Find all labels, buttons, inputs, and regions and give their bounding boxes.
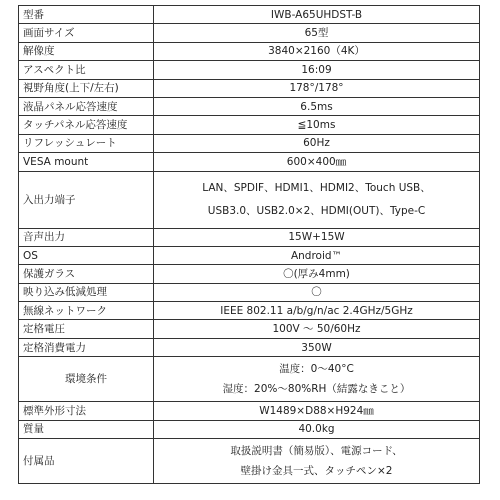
spec-row [19, 402, 480, 420]
spec-label: 保護ガラス [19, 265, 154, 283]
spec-row [19, 439, 480, 484]
spec-value-line: 〇(厚み4mm) [283, 267, 350, 280]
spec-value-line: 178°/178° [289, 82, 344, 95]
spec-value [154, 79, 480, 97]
spec-value [154, 134, 480, 152]
spec-label: 質量 [19, 420, 154, 438]
spec-label: アスペクト比 [19, 61, 154, 79]
spec-label: タッチパネル応答速度 [19, 116, 154, 134]
spec-row [19, 420, 480, 438]
spec-label: 映り込み低減処理 [19, 283, 154, 301]
spec-value [154, 171, 480, 228]
spec-row [19, 79, 480, 97]
spec-value-line: 60Hz [303, 137, 330, 150]
spec-value-line: 6.5ms [300, 100, 333, 113]
spec-value [154, 6, 480, 24]
spec-label: 入出力端子 [19, 171, 154, 228]
spec-row [19, 24, 480, 42]
spec-row [19, 6, 480, 24]
spec-table-body [19, 6, 480, 484]
spec-row [19, 338, 480, 356]
spec-value [154, 338, 480, 356]
spec-row [19, 153, 480, 171]
spec-label: 音声出力 [19, 228, 154, 246]
spec-value [154, 42, 480, 60]
spec-value-line: 100V ～ 50/60Hz [272, 323, 361, 336]
spec-value-line: Android™ [290, 249, 343, 262]
spec-row [19, 246, 480, 264]
spec-row [19, 61, 480, 79]
spec-label: 付属品 [19, 439, 154, 484]
spec-value-line: 40.0kg [298, 423, 335, 436]
spec-row [19, 171, 480, 228]
spec-value [154, 228, 480, 246]
spec-value-line: IEEE 802.11 a/b/g/n/ac 2.4GHz/5GHz [220, 304, 413, 317]
spec-label: VESA mount [19, 153, 154, 171]
spec-value-line: 16:09 [301, 63, 332, 76]
spec-row [19, 302, 480, 320]
spec-value [154, 61, 480, 79]
spec-value-line: 湿度：20%～80%RH（結露なきこと） [222, 383, 411, 396]
spec-value [154, 283, 480, 301]
spec-value-line: LAN、SPDIF、HDMI1、HDMI2、Touch USB、 [202, 182, 431, 195]
spec-label: 画面サイズ [19, 24, 154, 42]
spec-value [154, 97, 480, 115]
spec-value-line: W1489×D88×H924㎜ [259, 404, 374, 417]
spec-value-line: 温度：0～40°C [279, 363, 354, 376]
spec-label: リフレッシュレート [19, 134, 154, 152]
spec-value [154, 357, 480, 402]
spec-value [154, 153, 480, 171]
spec-value [154, 402, 480, 420]
spec-label: 定格電圧 [19, 320, 154, 338]
spec-table [18, 5, 480, 484]
spec-value-line: 65型 [304, 27, 329, 40]
spec-value-line: 取扱説明書（簡易版）、電源コード、 [230, 445, 403, 458]
spec-row [19, 134, 480, 152]
spec-label: 標準外形寸法 [19, 402, 154, 420]
spec-label: 液晶パネル応答速度 [19, 97, 154, 115]
spec-row [19, 42, 480, 60]
spec-label: 型番 [19, 6, 154, 24]
spec-label: 解像度 [19, 42, 154, 60]
spec-value-line: 壁掛け金具一式、タッチペン×2 [240, 465, 393, 478]
spec-value [154, 116, 480, 134]
spec-label: OS [19, 246, 154, 264]
spec-value-line: USB3.0、USB2.0×2、HDMI(OUT)、Type-C [207, 205, 426, 218]
spec-value-line: 3840×2160（4K） [268, 45, 365, 58]
spec-value [154, 265, 480, 283]
spec-value [154, 320, 480, 338]
spec-value [154, 439, 480, 484]
spec-value [154, 24, 480, 42]
spec-label: 無線ネットワーク [19, 302, 154, 320]
spec-row [19, 265, 480, 283]
spec-label: 環境条件 [19, 357, 154, 402]
spec-value-line: 600×400㎜ [286, 155, 347, 168]
spec-value-line: 〇 [311, 286, 322, 299]
spec-value-line: ≦10ms [297, 119, 336, 132]
spec-label: 定格消費電力 [19, 338, 154, 356]
spec-value [154, 302, 480, 320]
spec-row [19, 228, 480, 246]
spec-value-line: 350W [301, 341, 332, 354]
spec-value-line: IWB-A65UHDST-B [270, 8, 363, 21]
spec-value [154, 246, 480, 264]
spec-row [19, 357, 480, 402]
spec-row [19, 283, 480, 301]
spec-row [19, 320, 480, 338]
spec-value-line: 15W+15W [288, 231, 345, 244]
spec-row [19, 116, 480, 134]
spec-label: 視野角度(上下/左右) [19, 79, 154, 97]
spec-row [19, 97, 480, 115]
spec-value [154, 420, 480, 438]
